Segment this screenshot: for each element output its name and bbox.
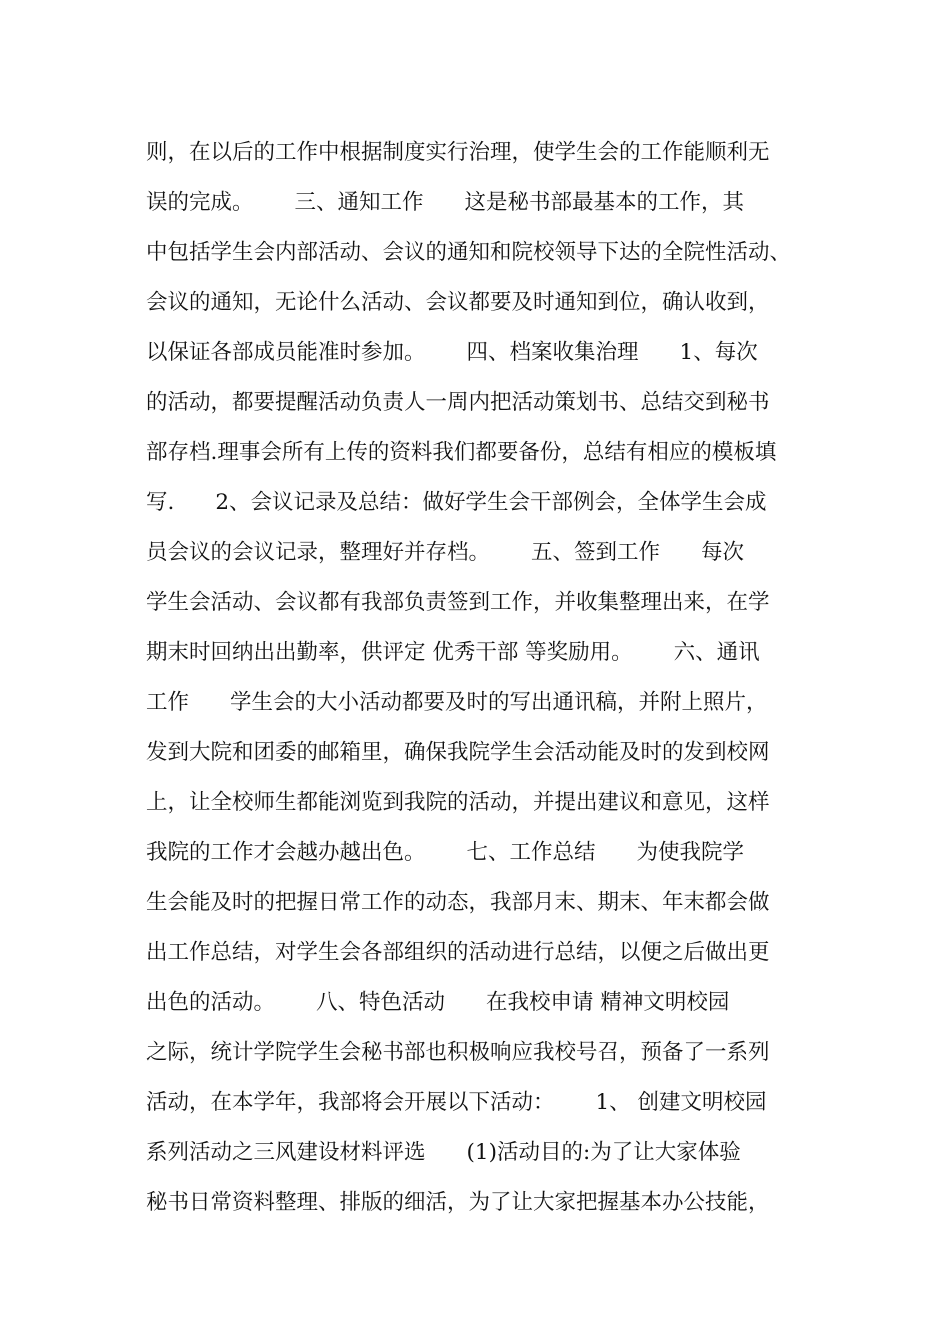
text-line: 发到大院和团委的邮箱里，确保我院学生会活动能及时的发到校网 <box>146 740 770 765</box>
text-line: 期末时回纳出出勤率，供评定 优秀干部 等奖励用。 六、通讯 <box>146 640 760 665</box>
text-line: 学生会活动、会议都有我部负责签到工作，并收集整理出来，在学 <box>146 590 770 615</box>
text-line: 生会能及时的把握日常工作的动态，我部月末、期末、年末都会做 <box>146 890 770 915</box>
text-line: 员会议的会议记录，整理好并存档。 五、签到工作 每次 <box>146 540 745 565</box>
text-line: 活动，在本学年，我部将会开展以下活动： 1、 创建文明校园 <box>146 1090 767 1115</box>
text-line: 写. 2、会议记录及总结：做好学生会干部例会，全体学生会成 <box>146 490 767 515</box>
text-line: 以保证各部成员能准时参加。 四、档案收集治理 1、每次 <box>146 340 758 365</box>
text-line: 出色的活动。 八、特色活动 在我校申请 精神文明校园 <box>146 990 730 1015</box>
text-line: 秘书日常资料整理、排版的细活，为了让大家把握基本办公技能， <box>146 1190 770 1215</box>
text-line: 工作 学生会的大小活动都要及时的写出通讯稿，并附上照片， <box>146 690 768 715</box>
text-line: 系列活动之三风建设材料评选 (1)活动目的:为了让大家体验 <box>146 1140 741 1165</box>
text-line: 部存档.理事会所有上传的资料我们都要备份，总结有相应的模板填 <box>146 440 777 465</box>
text-line: 中包括学生会内部活动、会议的通知和院校领导下达的全院性活动、 <box>146 240 792 265</box>
text-line: 会议的通知，无论什么活动、会议都要及时通知到位，确认收到， <box>146 290 770 315</box>
text-line: 上，让全校师生都能浏览到我院的活动，并提出建议和意见，这样 <box>146 790 770 815</box>
text-line: 之际，统计学院学生会秘书部也积极响应我校号召，预备了一系列 <box>146 1040 770 1065</box>
text-line: 我院的工作才会越办越出色。 七、工作总结 为使我院学 <box>146 840 745 865</box>
body-text <box>146 128 826 1228</box>
text-line: 的活动，都要提醒活动负责人一周内把活动策划书、总结交到秘书 <box>146 390 770 415</box>
text-line: 出工作总结，对学生会各部组织的活动进行总结，以便之后做出更 <box>146 940 770 965</box>
text-line: 则，在以后的工作中根据制度实行治理，使学生会的工作能顺利无 <box>146 140 770 165</box>
text-line: 误的完成。 三、通知工作 这是秘书部最基本的工作，其 <box>146 190 745 215</box>
